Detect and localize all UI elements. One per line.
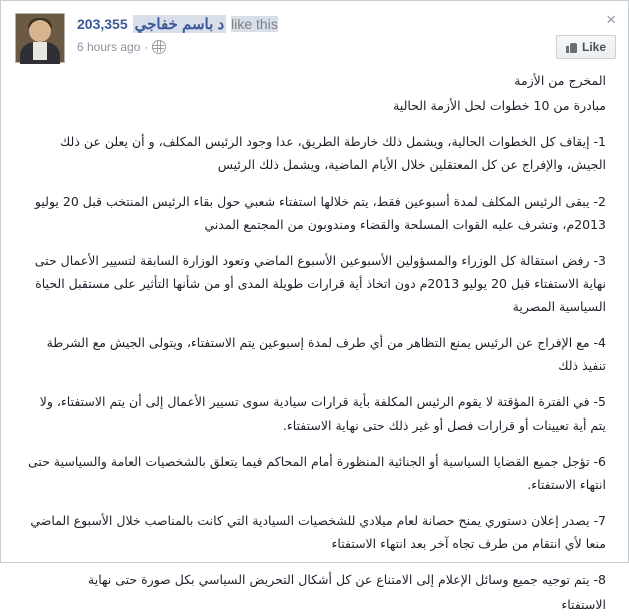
like-count: 203,355 [77,16,128,32]
post-paragraph: 4- مع الإفراج عن الرئيس يمنع التظاهر من أي طرف لمدة إسبوعين يتم الاستفتاء، ويتولى الجيش مع الشرطة تنفيذ ذلك [46,335,606,374]
post-paragraph: 5- في الفترة المؤقتة لا يقوم الرئيس المكلفة بأية قرارات سيادية سوى تسيير الأعمال إلى أن يتم الاستفتاء، ولا يتم أية تعيينات أو قرارات فصل أو غير ذلك حتى نهاية الاستفتاء. [39,394,606,433]
like-button[interactable] [556,35,616,59]
like-button-label: Like [581,40,606,54]
avatar-shirt-shape [33,42,47,60]
post-timestamp-line [77,38,614,56]
thumbs-up-icon [566,42,577,53]
post-paragraph: 7- يصدر إعلان دستوري يمنح حصانة لعام ميلادي للشخصيات السيادية التي كانت بالمناصب خلال الأسبوع الماضي منعا لأي انتقام من طرف تجاه آخر بعد انتهاء الاستفتاء [30,512,606,551]
post-paragraph-truncated: الاستفتاء [561,597,606,613]
author-name[interactable]: د باسم خفاجي [134,16,225,33]
post-header [1,1,628,61]
post-body [1,61,628,616]
post-title: المخرج من الأزمة [514,73,606,88]
post-header-text [77,10,616,56]
timestamp[interactable]: 6 hours ago [77,40,141,54]
like-this-label: like this [231,16,278,32]
post-subtitle: مبادرة من 10 خطوات لحل الأزمة الحالية [393,98,606,114]
avatar[interactable] [15,13,65,63]
post-paragraph: 3- رفض استقالة كل الوزراء والمسؤولين الأسبوعين الأسبوع الماضي وتعود الوزارة السابقة لتسيير الأعمال حتى نهاية الاستفتاء قبل 20 يوليو 2013م دون اتخاذ أية قرارات طويلة المدى أو من شأنها التأثير على مستقبل الحياة السياسية المصرية [34,252,606,314]
avatar-face-shape [29,20,51,42]
post-paragraph: 6- تؤجل جميع القضايا السياسية أو الجنائية المنظورة أمام المحاكم فيما يتعلق بالشخصيات العامة والسياسية حتى انتهاء الاستفتاء. [28,453,606,492]
post-meta-line [77,10,616,35]
post-paragraph: 2- يبقى الرئيس المكلف لمدة أسبوعين فقط، يتم خلالها استفتاء شعبي حول بقاء الرئيس المنتخب قبل 20 يوليو 2013م، وتشرف عليه القوات المسلحة والقضاء ومندوبون من المجتمع المدني [34,193,606,232]
meta-separator: · [144,40,149,54]
close-icon[interactable]: × [606,10,616,29]
post-paragraph: 1- إيقاف كل الخطوات الحالية، ويشمل ذلك خارطة الطريق، عدا وجود الرئيس المكلف، و أن يعلن عن ذلك الجيش، والإفراج عن كل المعتقلين خلال الأيام الماضية، ويشمل ذلك الرئيس [59,134,606,173]
globe-icon[interactable] [152,40,166,54]
post-paragraph: 8- يتم توجيه جميع وسائل الإعلام إلى الامتناع عن كل أشكال التحريض السياسي بكل صورة حتى نهاية [88,572,606,588]
